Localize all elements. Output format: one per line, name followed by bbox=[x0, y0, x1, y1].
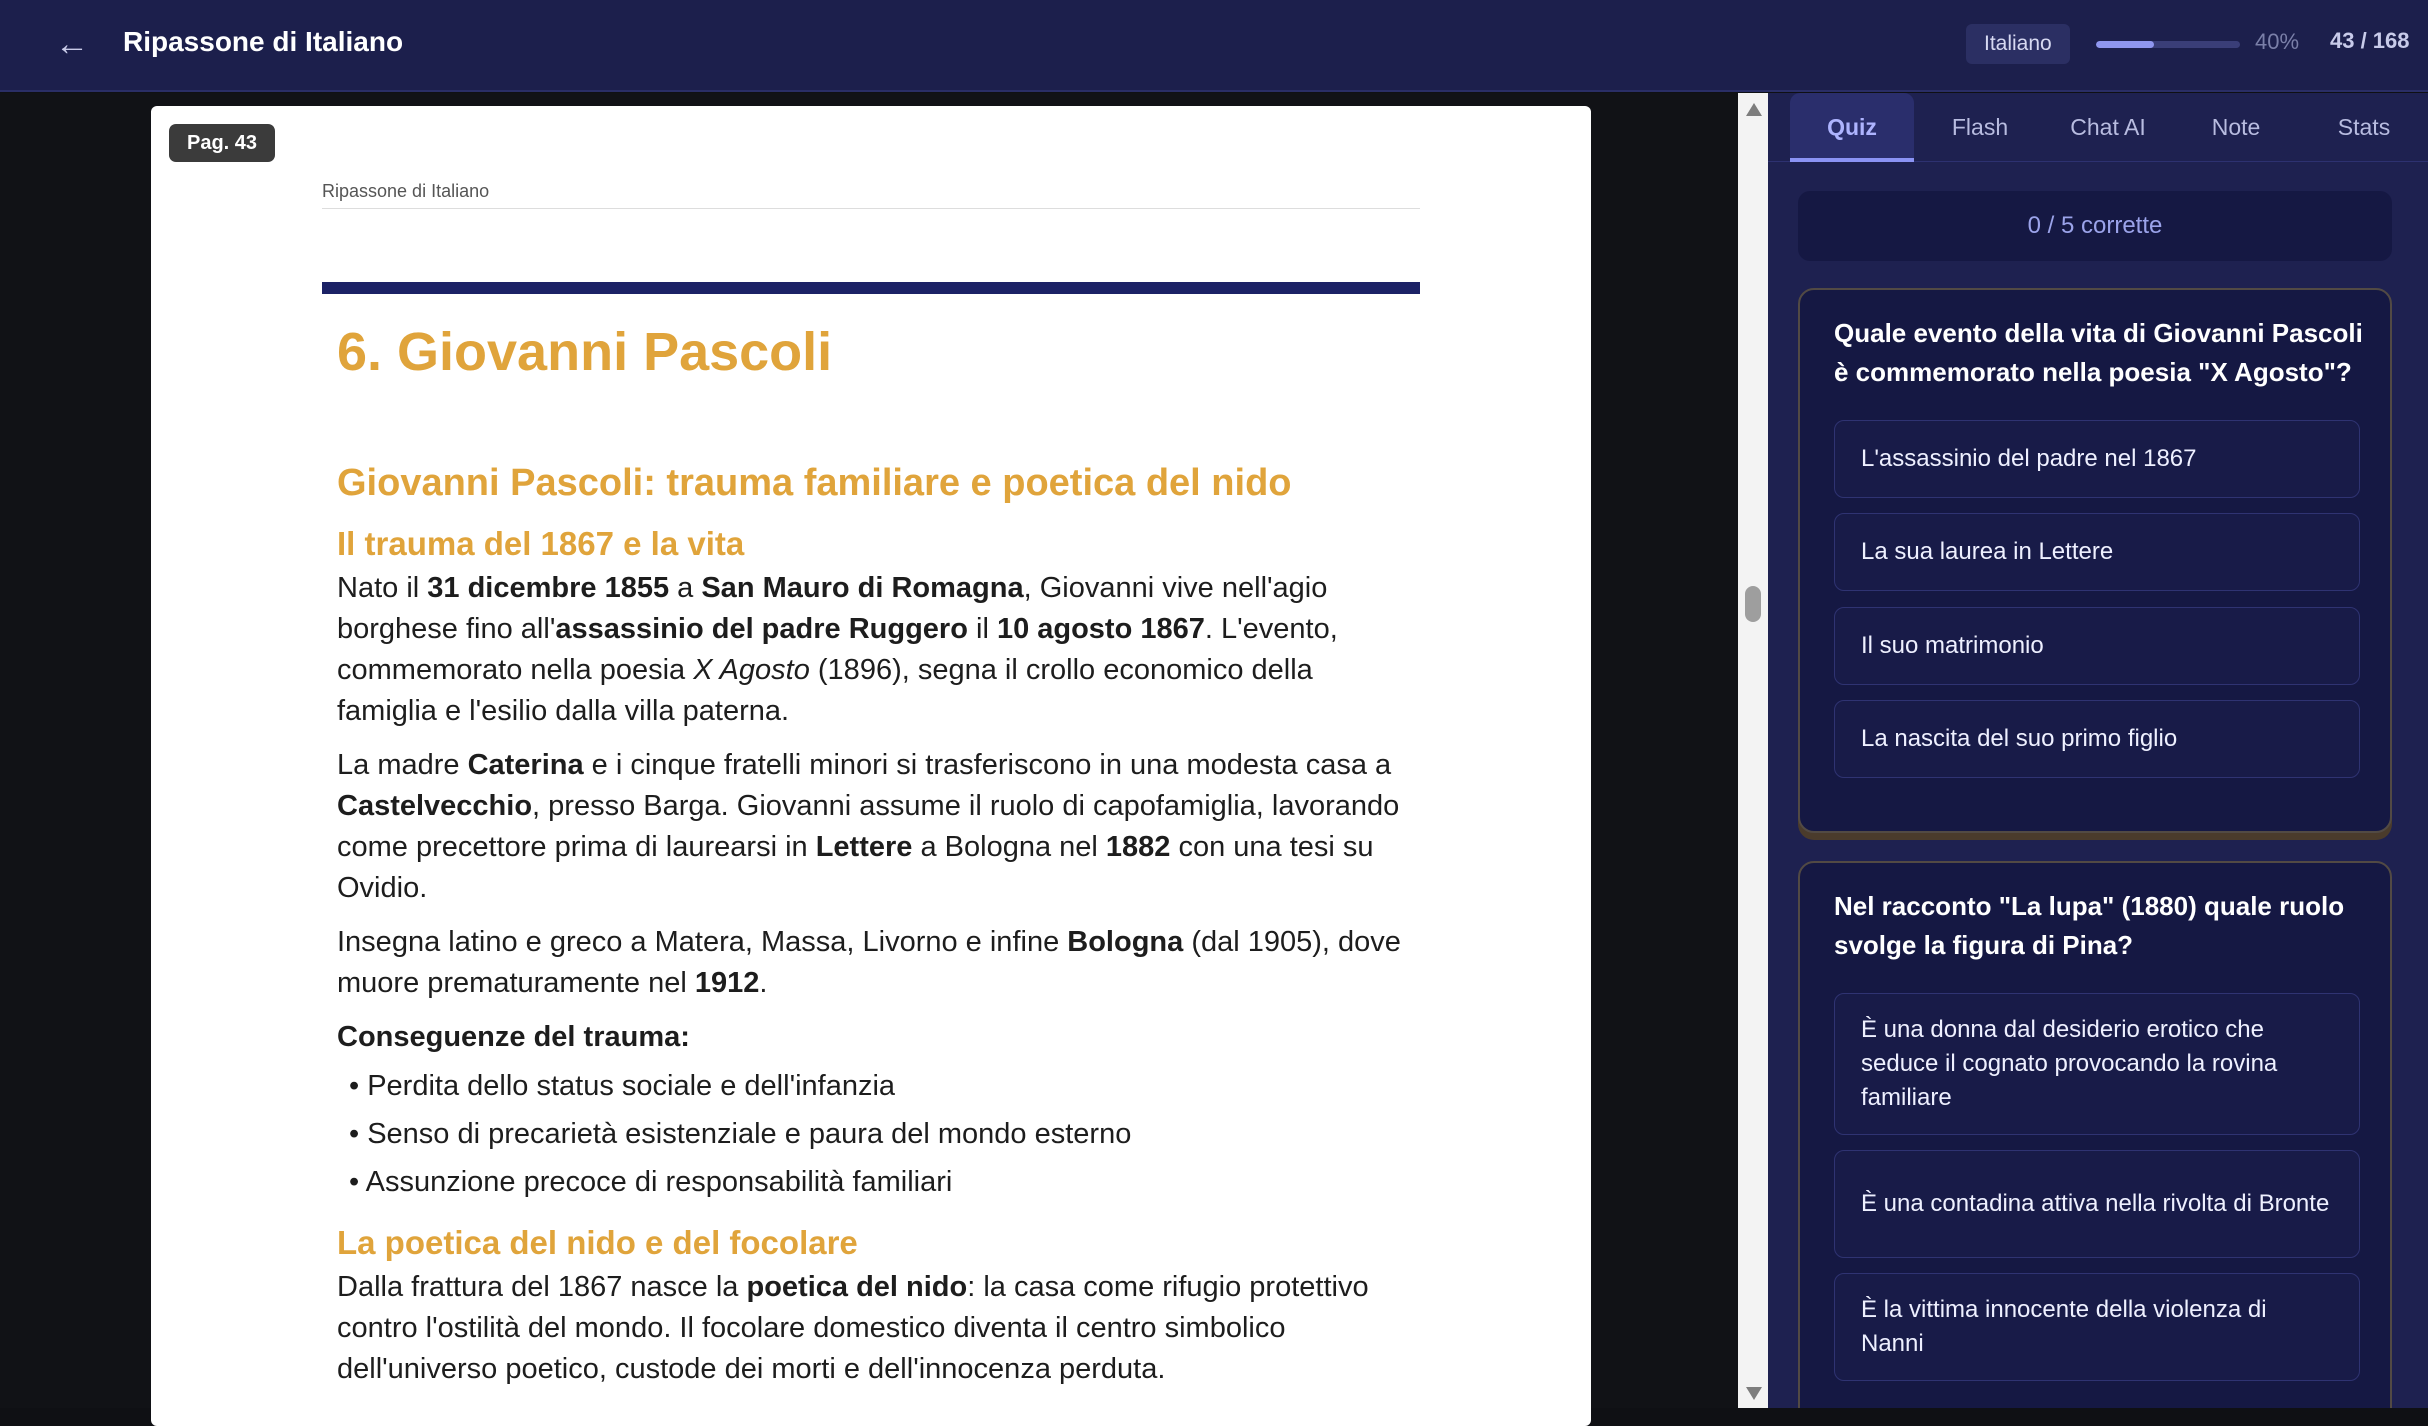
tab-chat-ai[interactable]: Chat AI bbox=[2070, 114, 2146, 140]
quiz-option[interactable]: È la vittima innocente della violenza di Nanni bbox=[1834, 1273, 2360, 1381]
paragraph: La madre Caterina e i cinque fratelli minori si trasferiscono in una modesta casa a Castelvecchio, presso Barga. Giovanni assume il ruolo di capofamiglia, lavorando come precettore prima di laurearsi in Lettere a Bologna nel 1882 con una tesi su Ovidio. bbox=[337, 749, 1400, 904]
document-page bbox=[151, 106, 1591, 1426]
scroll-thumb[interactable] bbox=[1745, 586, 1761, 622]
progress-fill bbox=[2096, 41, 2154, 48]
language-badge[interactable]: Italiano bbox=[1966, 24, 2070, 64]
header-rule bbox=[322, 282, 1420, 294]
paragraph: Nato il 31 dicembre 1855 a San Mauro di Romagna, Giovanni vive nell'agio borghese fino all'assassinio del padre Ruggero il 10 agosto 1867. L'evento, commemorato nella poesia X Agosto (1896), segna il crollo economico della famiglia e l'esilio dalla villa paterna. bbox=[337, 572, 1338, 727]
subsection-title: La poetica del nido e del focolare bbox=[337, 1224, 858, 1261]
quiz-option[interactable]: È una donna dal desiderio erotico che seduce il cognato provocando la rovina familiare bbox=[1834, 993, 2360, 1135]
progress-bar bbox=[2096, 41, 2240, 48]
paragraph: Insegna latino e greco a Matera, Massa, Livorno e infine Bologna (dal 1905), dove muore prematuramente nel 1912. bbox=[337, 926, 1401, 999]
document-viewer bbox=[0, 93, 1768, 1408]
running-head: Ripassone di Italiano bbox=[322, 181, 1420, 209]
page-counter: 43 / 168 bbox=[2330, 28, 2410, 53]
study-panel bbox=[1768, 93, 2428, 1408]
quiz-option[interactable]: Il suo matrimonio bbox=[1834, 607, 2360, 685]
list-item: • Perdita dello status sociale e dell'infanzia bbox=[349, 1070, 896, 1102]
document-scrollbar[interactable] bbox=[1738, 93, 1768, 1408]
page-content bbox=[337, 320, 1417, 1403]
subsection-title: Il trauma del 1867 e la vita bbox=[337, 525, 745, 562]
progress-percent: 40% bbox=[2255, 29, 2300, 54]
scroll-down-icon[interactable] bbox=[1746, 1387, 1762, 1400]
panel-tabs bbox=[1768, 93, 2428, 162]
quiz-option[interactable]: L'assassinio del padre nel 1867 bbox=[1834, 420, 2360, 498]
tab-quiz[interactable]: Quiz bbox=[1790, 93, 1914, 162]
quiz-option[interactable]: È una contadina attiva nella rivolta di Bronte bbox=[1834, 1150, 2360, 1258]
tab-flash[interactable]: Flash bbox=[1951, 114, 2009, 140]
arrow-left-icon[interactable]: ← bbox=[55, 25, 89, 63]
scroll-up-icon[interactable] bbox=[1746, 103, 1762, 116]
quiz-option[interactable]: La nascita del suo primo figlio bbox=[1834, 700, 2360, 778]
top-bar bbox=[0, 0, 2428, 92]
section-title: Giovanni Pascoli: trauma familiare e poetica del nido bbox=[337, 462, 1292, 504]
quiz-question: Nel racconto "La lupa" (1880) quale ruolo svolge la figura di Pina? bbox=[1834, 891, 2345, 960]
app-title: Ripassone di Italiano bbox=[123, 26, 404, 57]
quiz-option[interactable]: La sua laurea in Lettere bbox=[1834, 513, 2360, 591]
quiz-card bbox=[1798, 288, 2392, 833]
tab-stats[interactable]: Stats bbox=[2337, 114, 2391, 140]
list-item: • Senso di precarietà esistenziale e paura del mondo esterno bbox=[349, 1118, 1132, 1150]
paragraph: Dalla frattura del 1867 nasce la poetica del nido: la casa come rifugio protettivo contro l'ostilità del mondo. Il focolare domestico diventa il centro simbolico dell'universo poetico, custode dei morti e dell'innocenza perduta. bbox=[337, 1271, 1369, 1385]
quiz-question: Quale evento della vita di Giovanni Pascoli è commemorato nella poesia "X Agosto"? bbox=[1834, 318, 2363, 387]
score-counter: 0 / 5 corrette bbox=[1798, 191, 2392, 261]
tab-note[interactable]: Note bbox=[2211, 114, 2261, 140]
consequences-title: Conseguenze del trauma: bbox=[337, 1021, 690, 1053]
quiz-card bbox=[1798, 861, 2392, 1408]
page-badge: Pag. 43 bbox=[169, 124, 275, 162]
chapter-title: 6. Giovanni Pascoli bbox=[337, 322, 833, 382]
list-item: • Assunzione precoce di responsabilità familiari bbox=[349, 1166, 953, 1198]
